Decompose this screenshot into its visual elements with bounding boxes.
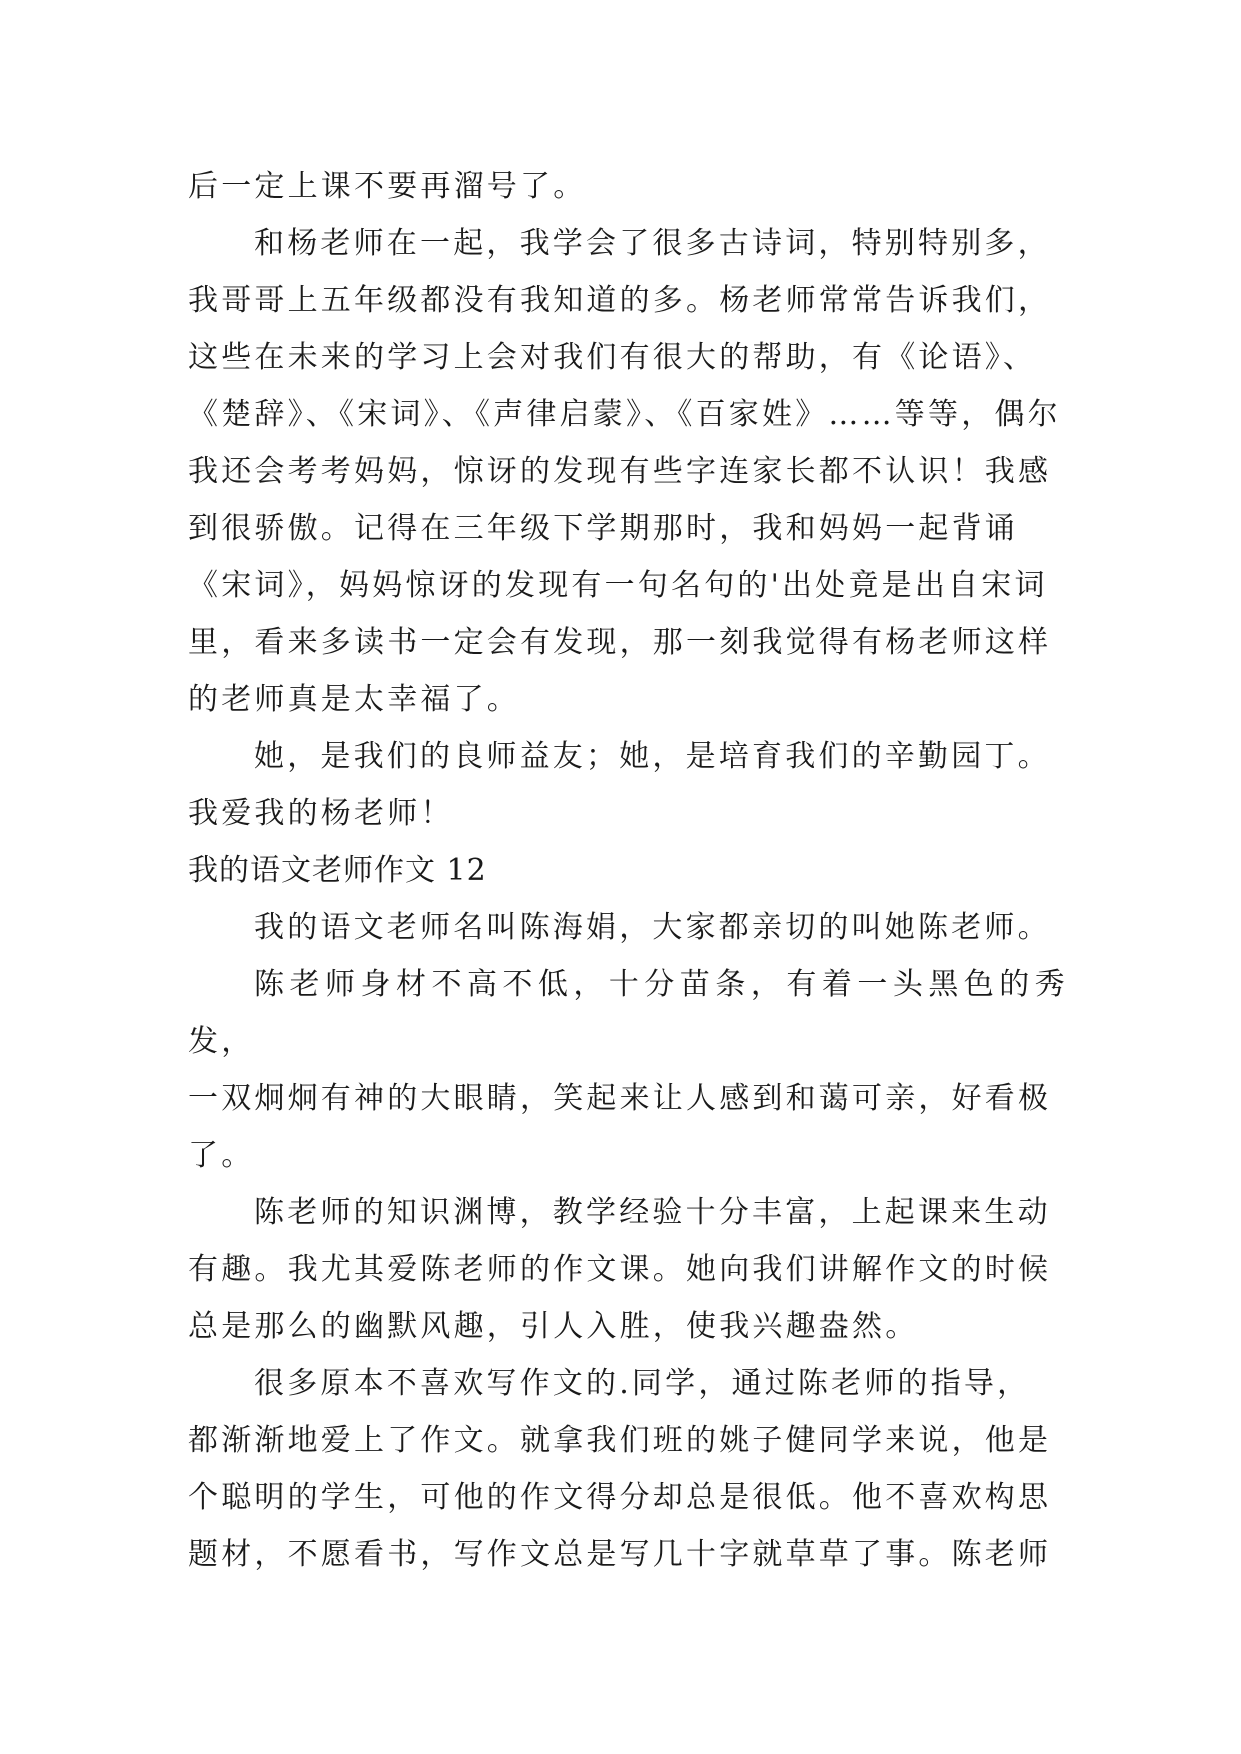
text-line: 《楚辞》、《宋词》、《声律启蒙》、《百家姓》……等等，偶尔 bbox=[188, 397, 1061, 432]
paragraph-knowledge bbox=[188, 1184, 1068, 1355]
text-line: 的老师真是太幸福了。 bbox=[188, 682, 520, 717]
essay-heading: 我的语文老师作文 12 bbox=[188, 853, 487, 888]
text-line: 陈老师身材不高不低，十分苗条，有着一头黑色的秀发， bbox=[188, 967, 1068, 1059]
text-line: 了。 bbox=[188, 1138, 255, 1173]
text-line: 总是那么的幽默风趣，引人入胜，使我兴趣盎然。 bbox=[188, 1309, 919, 1344]
text-line: 我哥哥上五年级都没有我知道的多。杨老师常常告诉我们， bbox=[188, 283, 1052, 318]
text-line: 和杨老师在一起，我学会了很多古诗词，特别特别多， bbox=[254, 226, 1051, 261]
text-line: 里，看来多读书一定会有发现，那一刻我觉得有杨老师这样 bbox=[188, 625, 1052, 660]
text-line: 一双炯炯有神的大眼睛，笑起来让人感到和蔼可亲，好看极 bbox=[188, 1081, 1052, 1116]
text-line: 都渐渐地爱上了作文。就拿我们班的姚子健同学来说，他是 bbox=[188, 1423, 1052, 1458]
text-line: 《宋词》，妈妈惊讶的发现有一句名句的'出处竟是出自宋词 bbox=[188, 568, 1048, 603]
text-line: 题材，不愿看书，写作文总是写几十字就草草了事。陈老师 bbox=[188, 1537, 1052, 1572]
text-line: 我爱我的杨老师！ bbox=[188, 796, 454, 831]
text-line: 我的语文老师名叫陈海娟，大家都亲切的叫她陈老师。 bbox=[254, 910, 1051, 945]
text-line: 很多原本不喜欢写作文的.同学，通过陈老师的指导， bbox=[254, 1366, 1031, 1401]
paragraph-ancient-poems bbox=[188, 215, 1068, 728]
paragraph-good-teacher bbox=[188, 728, 1068, 842]
document-body bbox=[188, 158, 1068, 1583]
paragraph-teacher-name bbox=[188, 899, 1068, 956]
text-line: 到很骄傲。记得在三年级下学期那时，我和妈妈一起背诵 bbox=[188, 511, 1018, 546]
text-line: 这些在未来的学习上会对我们有很大的帮助，有《论语》、 bbox=[188, 340, 1037, 375]
text-line: 陈老师的知识渊博，教学经验十分丰富，上起课来生动 bbox=[254, 1195, 1051, 1230]
paragraph-closing-previous bbox=[188, 158, 1068, 215]
text-line: 她，是我们的良师益友；她，是培育我们的辛勤园丁。 bbox=[254, 739, 1051, 774]
text-line: 有趣。我尤其爱陈老师的作文课。她向我们讲解作文的时候 bbox=[188, 1252, 1052, 1287]
paragraph-appearance bbox=[188, 956, 1068, 1184]
text-line: 我还会考考妈妈，惊讶的发现有些字连家长都不认识！我感 bbox=[188, 454, 1052, 489]
text-line: 个聪明的学生，可他的作文得分却总是很低。他不喜欢构思 bbox=[188, 1480, 1052, 1515]
text-line: 后一定上课不要再溜号了。 bbox=[188, 169, 587, 204]
paragraph-writing-guidance bbox=[188, 1355, 1068, 1583]
